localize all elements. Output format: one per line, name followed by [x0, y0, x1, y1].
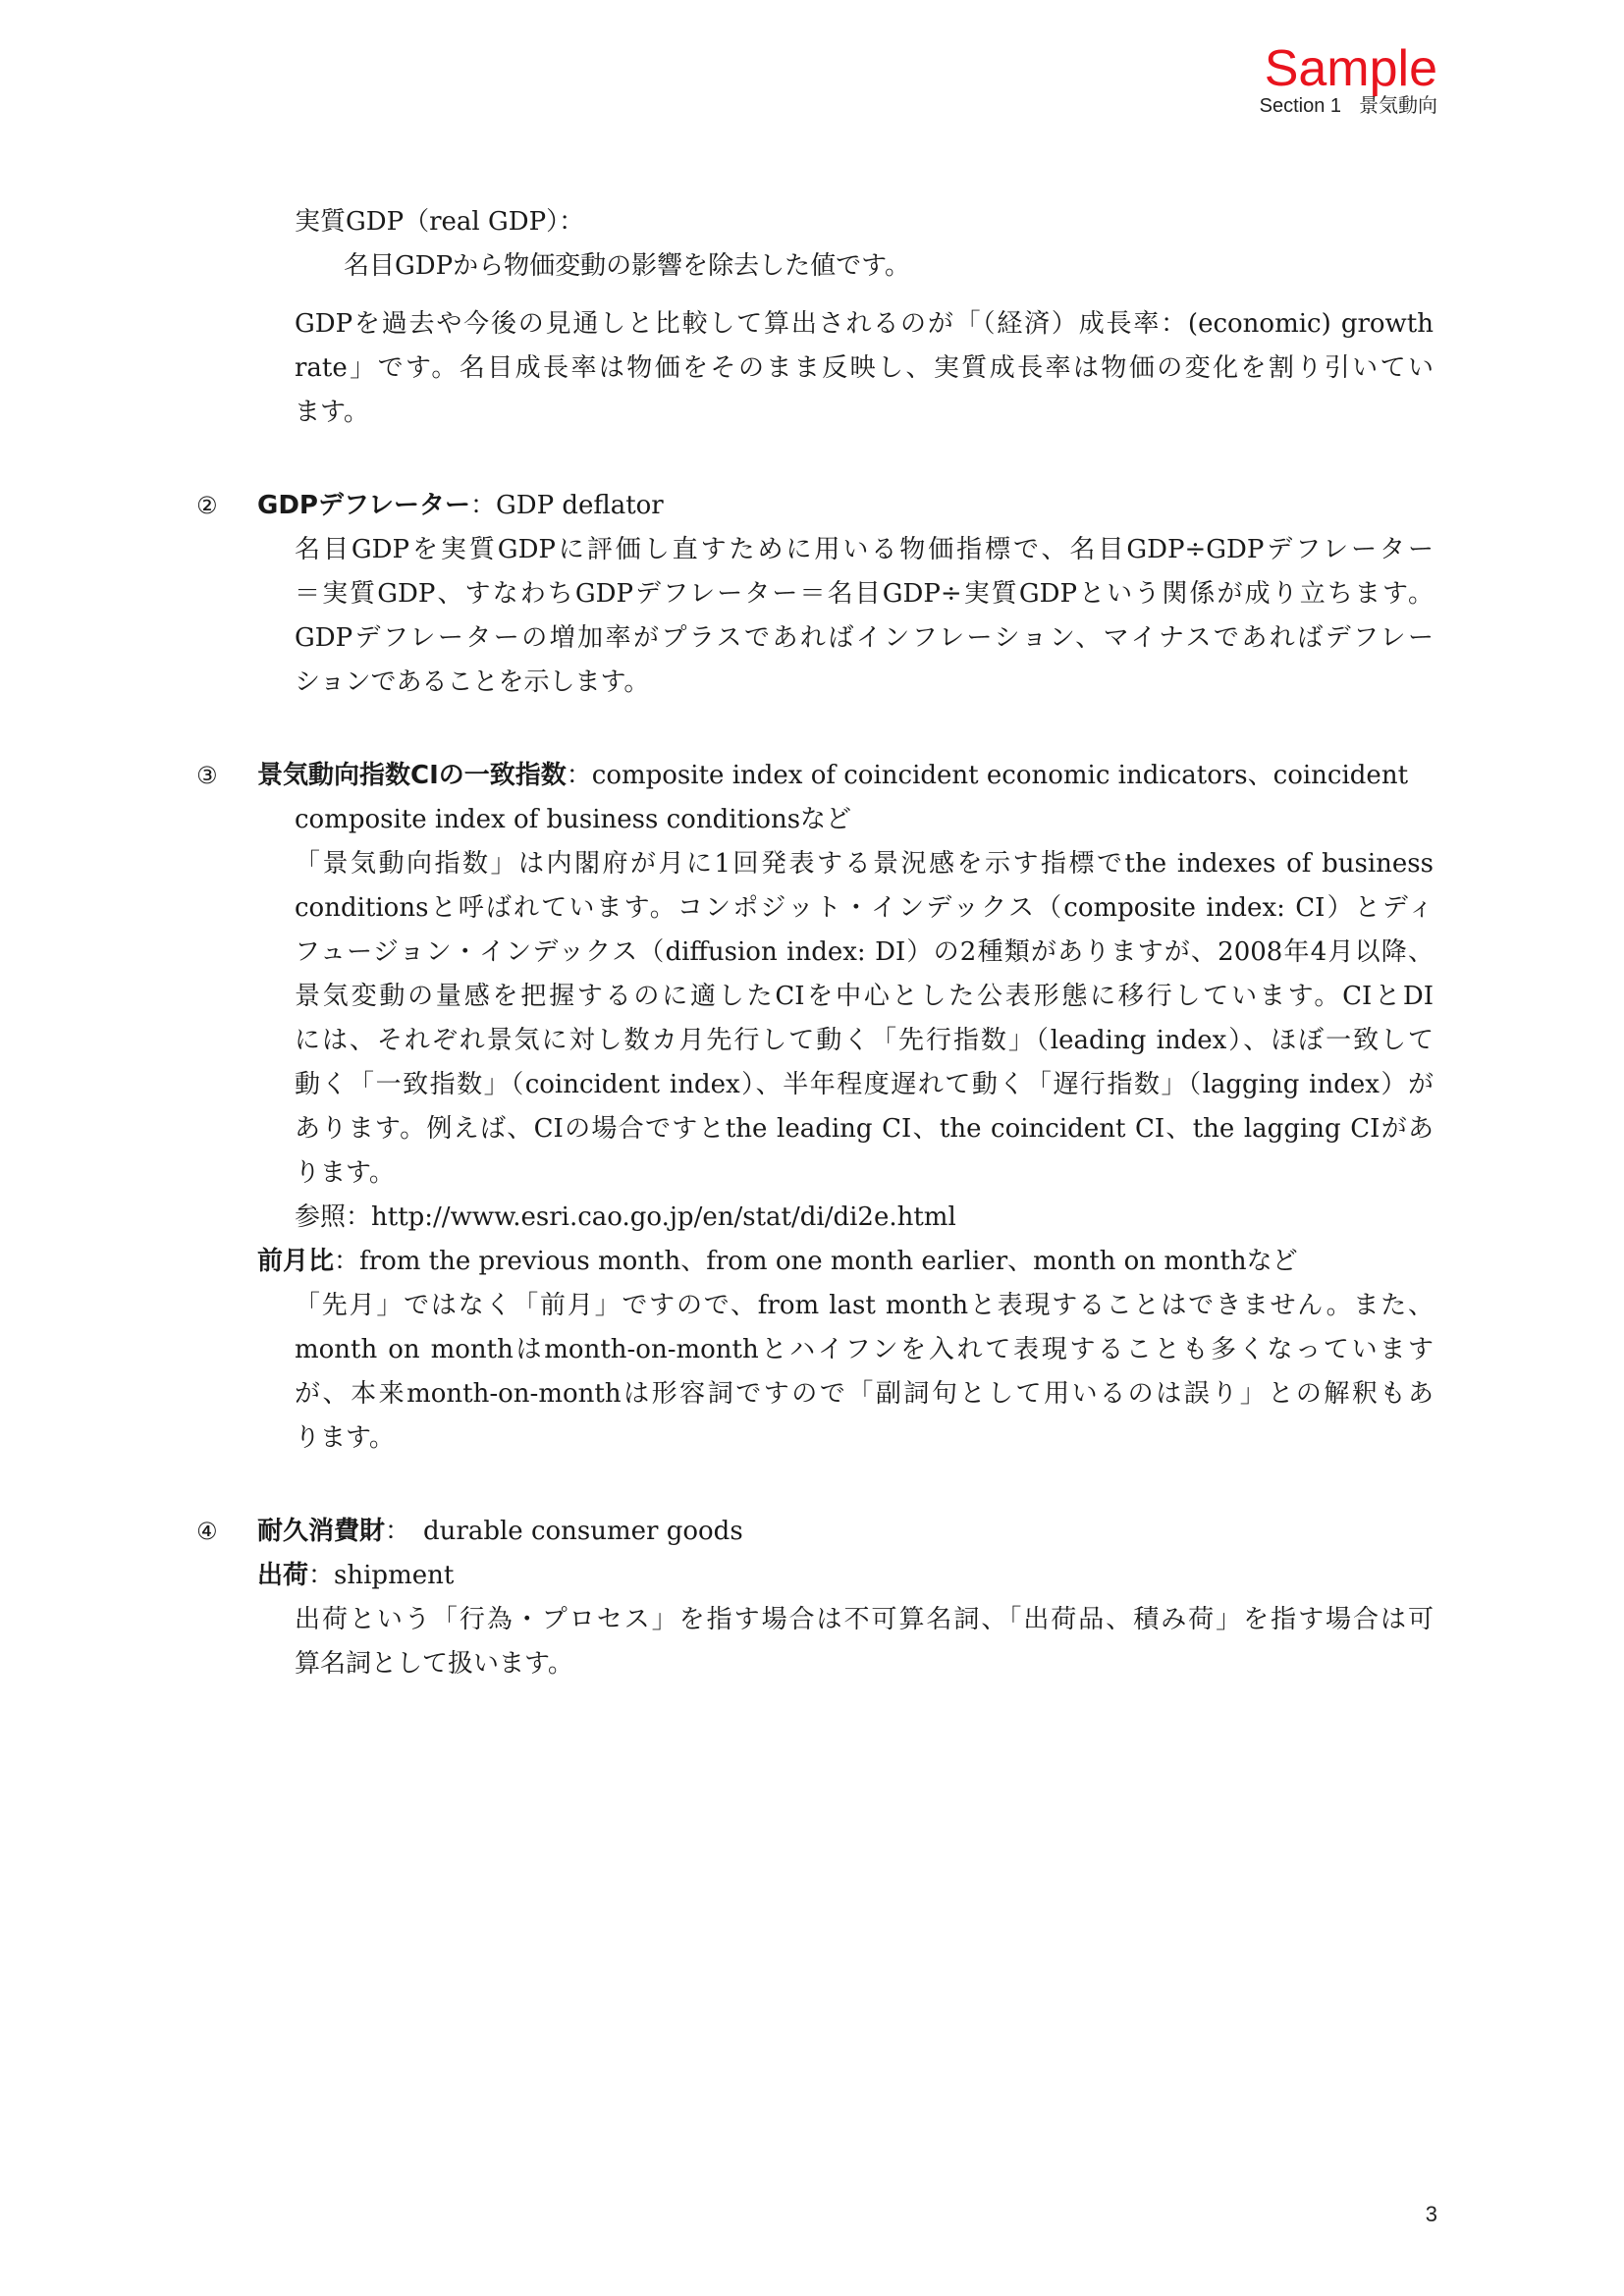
item3-sub-heading: [257, 1240, 1434, 1284]
item4-sub-term: 出荷: [257, 1561, 309, 1590]
sample-watermark-label: Sample: [1264, 40, 1437, 97]
item4-line-2: 算名詞として扱います。: [295, 1649, 573, 1679]
item3-reference: 参照：http://www.esri.cao.go.jp/en/stat/di/di2e.html: [295, 1202, 956, 1232]
item3-line-2: conditionsと呼ばれています。コンポジット・インデックス（composite index: CI）とディ: [295, 893, 1434, 923]
page-number: 3: [1425, 2202, 1437, 2226]
item3-heading: [196, 754, 1434, 798]
item3-line-3: フュージョン・インデックス（diffusion index: DI）の2種類がありますが、2008年4月以降、: [295, 937, 1434, 967]
intro-para-line-3: ます。: [295, 398, 369, 427]
item3-line-6: 動く「一致指数」（coincident index）、半年程度遅れて動く「遅行指数」（lagging index）が: [295, 1070, 1434, 1099]
item3-line-8: ります。: [295, 1158, 395, 1188]
intro-term: 実質GDP（real GDP）：: [295, 207, 585, 237]
item3-sub-term: 前月比: [257, 1247, 335, 1276]
item2-english: ：GDP deflator: [469, 491, 664, 520]
item2-number: ②: [196, 492, 218, 519]
item4-line-1: 出荷という「行為・プロセス」を指す場合は不可算名詞、「出荷品、積み荷」を指す場合は可: [295, 1605, 1434, 1634]
item3-sub-line-1: 「先月」ではなく「前月」ですので、from last monthと表現することはできません。また、: [295, 1291, 1434, 1320]
item3-english: ：composite index of coincident economic indicators、coincident: [566, 761, 1409, 790]
intro-para-line-1: GDPを過去や今後の見通しと比較して算出されるのが「（経済）成長率：(economic) growth: [295, 309, 1434, 339]
section-title: 景気動向: [1359, 95, 1437, 117]
item4-number: ④: [196, 1518, 218, 1545]
item3-sub-line-2: month on monthはmonth-on-monthとハイフンを入れて表現することも多くなっています: [295, 1335, 1434, 1364]
item2-line-3: GDPデフレーターの増加率がプラスであればインフレーション、マイナスであればデフレー: [295, 623, 1434, 653]
item3-term: 景気動向指数CIの一致指数: [257, 761, 567, 790]
item2-line-4: ションであることを示します。: [295, 667, 650, 697]
section-number: Section 1: [1259, 95, 1341, 117]
item4-term: 耐久消費財: [257, 1517, 386, 1546]
item4-heading: [196, 1510, 1434, 1554]
item3-sub-line-3: が、本来month-on-monthは形容詞ですので「副詞句として用いるのは誤り」との解釈もあ: [295, 1379, 1434, 1409]
page-body: [196, 200, 1434, 1686]
item3-line-5: には、それぞれ景気に対し数カ月先行して動く「先行指数」（leading index）、ほぼ一致して: [295, 1026, 1434, 1055]
item4-sub-english: ：shipment: [308, 1561, 455, 1590]
intro-para-line-2: rate」です。名目成長率は物価をそのまま反映し、実質成長率は物価の変化を割り引いてい: [295, 353, 1434, 383]
item3-line-1: 「景気動向指数」は内閣府が月に1回発表する景況感を示す指標でthe indexes of business: [295, 849, 1434, 879]
item2-term: GDPデフレーター: [257, 491, 470, 520]
item2-line-1: 名目GDPを実質GDPに評価し直すために用いる物価指標で、名目GDP÷GDPデフレーター: [295, 535, 1434, 564]
item4-sub-heading: [257, 1554, 1434, 1598]
item3-sub-line-4: ります。: [295, 1423, 395, 1453]
item3-sub-english: ：from the previous month、from one month earlier、month on monthなど: [334, 1247, 1298, 1276]
item2-heading: [196, 484, 1434, 528]
intro-definition: 名目GDPから物価変動の影響を除去した値です。: [344, 251, 911, 281]
item2-line-2: ＝実質GDP、すなわちGDPデフレーター＝名目GDP÷実質GDPという関係が成り立ちます。: [295, 579, 1434, 609]
item3-english-cont: composite index of business conditionsなど: [295, 805, 852, 834]
item3-line-7: あります。例えば、CIの場合ですとthe leading CI、the coincident CI、the lagging CIがあ: [295, 1114, 1434, 1144]
item3-number: ③: [196, 762, 218, 789]
item3-line-4: 景気変動の量感を把握するのに適したCIを中心とした公表形態に移行しています。CIとDI: [295, 982, 1434, 1011]
running-header: [1260, 96, 1437, 116]
item4-english: ： durable consumer goods: [385, 1517, 743, 1546]
